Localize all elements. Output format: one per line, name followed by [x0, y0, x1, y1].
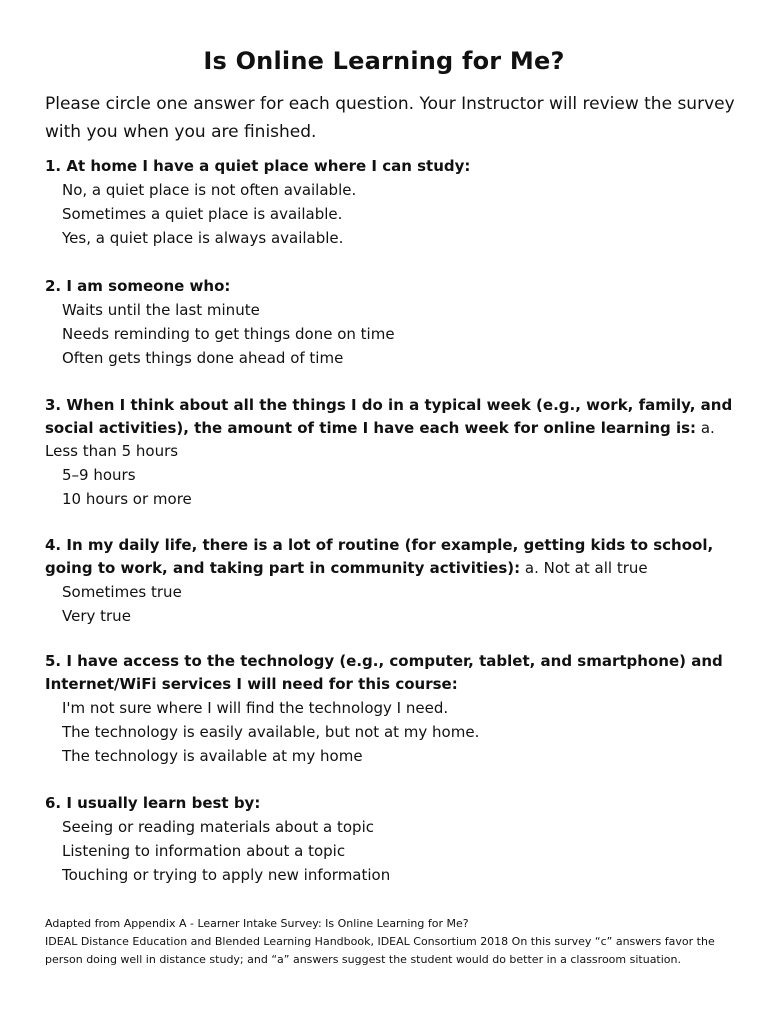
question-3-prompt: 3. When I think about all the things I do in a typical week (e.g., work, family, and social activities), the amount of time I have each week for online learning is: [45, 396, 733, 437]
question-4-option-c[interactable]: Very true [62, 607, 131, 625]
question-2-prompt: 2. I am someone who: [45, 277, 231, 295]
question-3-option-b[interactable]: 5–9 hours [62, 466, 136, 484]
question-4-option-a[interactable]: a. Not at all true [524, 559, 648, 577]
question-1-prompt: 1. At home I have a quiet place where I can study: [45, 157, 471, 175]
question-2 [45, 275, 735, 370]
question-2-text [45, 275, 735, 298]
question-3-text [45, 394, 735, 463]
question-1-option-b[interactable]: Sometimes a quiet place is available. [62, 205, 343, 223]
question-6-option-b[interactable]: Listening to information about a topic [62, 842, 346, 860]
question-6-option-c[interactable]: Touching or trying to apply new information [62, 866, 391, 884]
question-6 [45, 792, 735, 887]
question-2-option-b[interactable]: Needs reminding to get things done on time [62, 325, 395, 343]
question-3 [45, 394, 735, 511]
question-5-text [45, 650, 735, 696]
footer-line-2: IDEAL Distance Education and Blended Learning Handbook, IDEAL Consortium 2018 On this survey “c” answers favor the person doing well in distance study; and “a” answers suggest the student would do better in a classroom situation. [45, 935, 715, 966]
question-2-option-c[interactable]: Often gets things done ahead of time [62, 349, 344, 367]
question-3-option-c[interactable]: 10 hours or more [62, 490, 192, 508]
question-4-text [45, 534, 735, 580]
question-1-option-a[interactable]: No, a quiet place is not often available. [62, 181, 357, 199]
question-5-option-b[interactable]: The technology is easily available, but not at my home. [62, 723, 480, 741]
question-4-option-b[interactable]: Sometimes true [62, 583, 182, 601]
question-6-text [45, 792, 735, 815]
question-1-option-c[interactable]: Yes, a quiet place is always available. [62, 229, 344, 247]
page-title: Is Online Learning for Me? [203, 47, 565, 75]
question-2-option-a[interactable]: Waits until the last minute [62, 301, 260, 319]
question-3-option-a[interactable]: a. Less than 5 hours [45, 419, 715, 460]
question-1 [45, 155, 735, 250]
intro-text: Please circle one answer for each question. Your Instructor will review the survey with you when you are finished. [45, 94, 735, 142]
question-6-option-a[interactable]: Seeing or reading materials about a topic [62, 818, 374, 836]
question-4 [45, 534, 735, 628]
question-4-prompt: 4. In my daily life, there is a lot of routine (for example, getting kids to school, going to work, and taking part in community activities): [45, 536, 714, 577]
question-6-prompt: 6. I usually learn best by: [45, 794, 261, 812]
question-5-prompt: 5. I have access to the technology (e.g., computer, tablet, and smartphone) and Internet/WiFi services I will need for this course: [45, 652, 723, 693]
footer-citation [45, 915, 735, 969]
question-5-option-c[interactable]: The technology is available at my home [62, 747, 363, 765]
footer-line-1: Adapted from Appendix A - Learner Intake Survey: Is Online Learning for Me? [45, 917, 469, 930]
question-5-option-a[interactable]: I'm not sure where I will find the technology I need. [62, 699, 449, 717]
question-1-text [45, 155, 735, 178]
question-5 [45, 650, 735, 768]
